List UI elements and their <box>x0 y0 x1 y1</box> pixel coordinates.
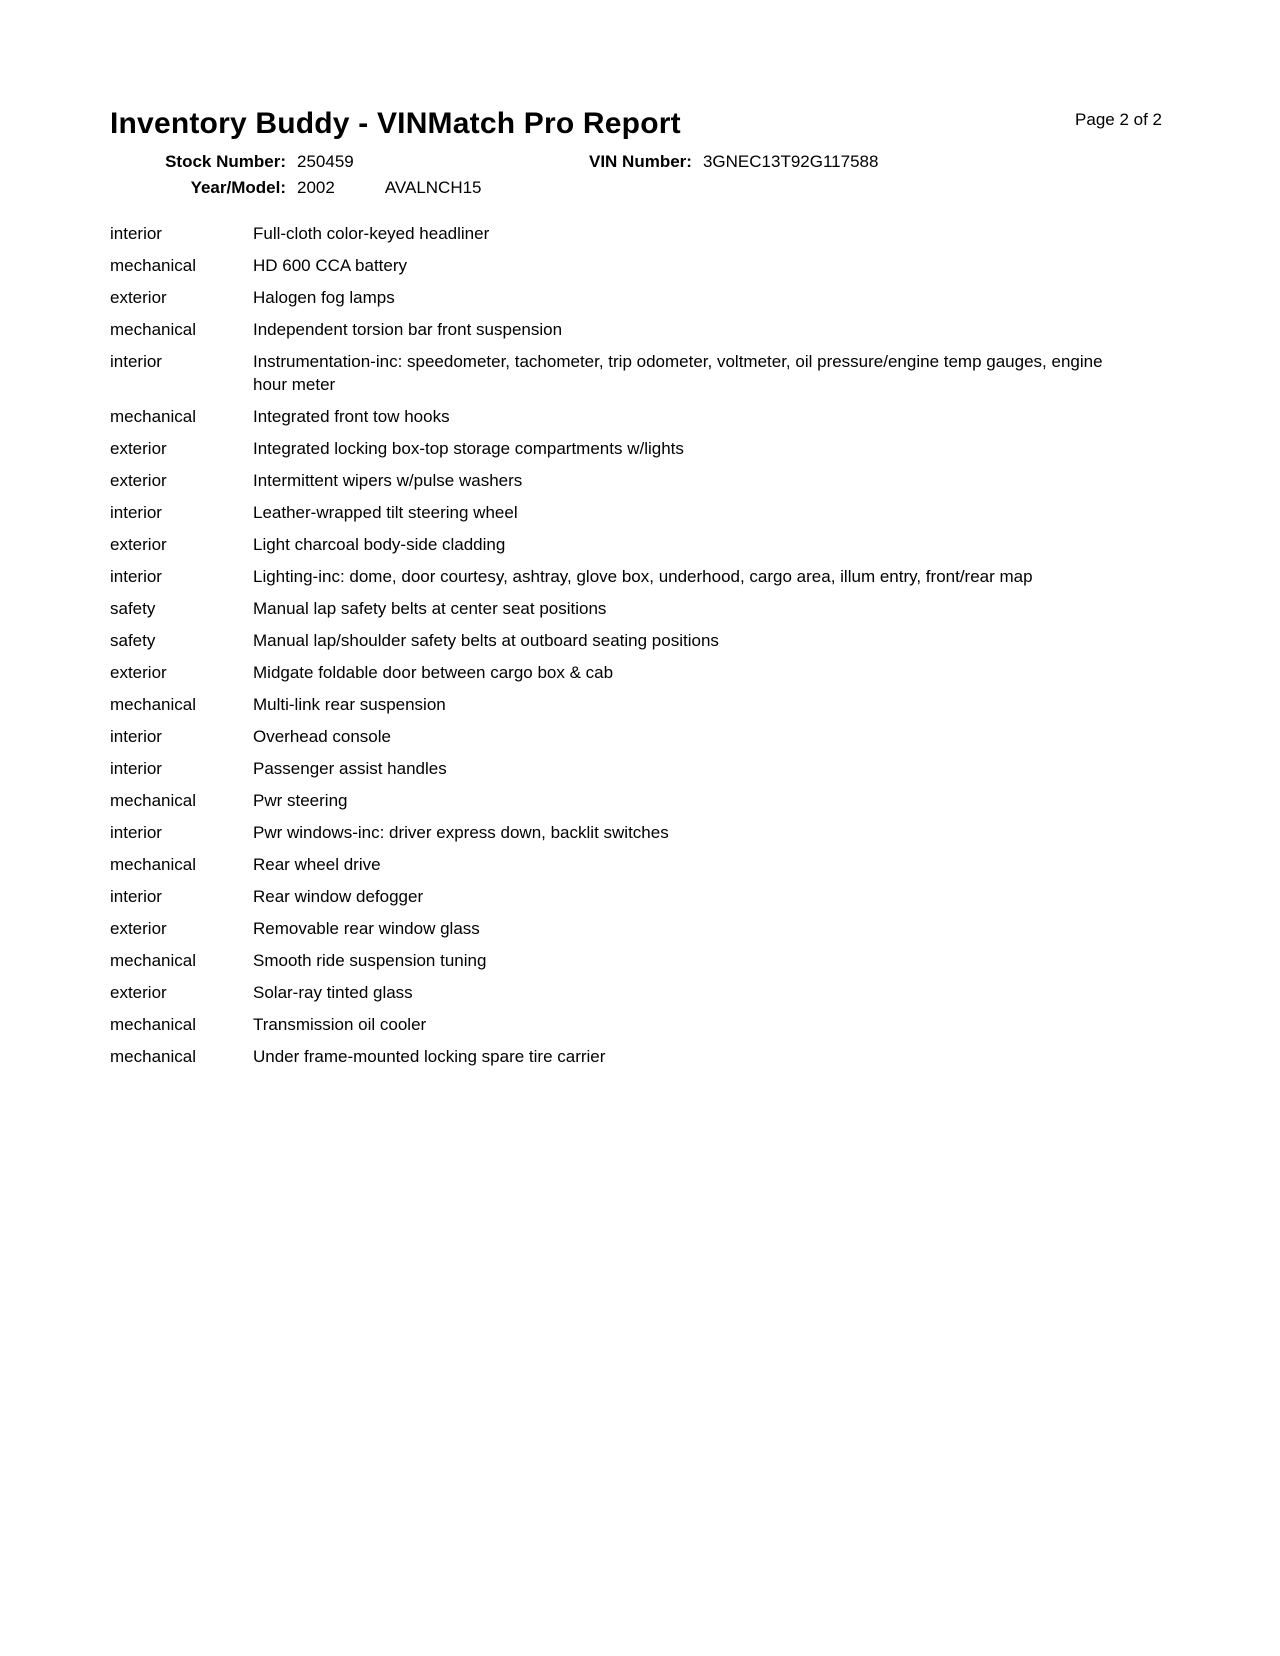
feature-row <box>110 437 1280 460</box>
feature-description: Integrated front tow hooks <box>253 407 450 426</box>
feature-description: Passenger assist handles <box>253 759 447 778</box>
feature-row <box>110 405 1280 428</box>
feature-description: Pwr windows-inc: driver express down, backlit switches <box>253 823 669 842</box>
feature-description: Lighting-inc: dome, door courtesy, ashtray, glove box, underhood, cargo area, illum entry, front/rear map <box>253 567 1033 586</box>
page-title: Inventory Buddy - VINMatch Pro Report <box>110 107 681 140</box>
feature-description: Midgate foldable door between cargo box & cab <box>253 663 614 682</box>
feature-row <box>110 1013 1280 1036</box>
vehicle-meta-block <box>0 149 1280 201</box>
feature-category: exterior <box>110 439 167 458</box>
feature-description: Under frame-mounted locking spare tire carrier <box>253 1047 606 1066</box>
feature-description: Removable rear window glass <box>253 919 480 938</box>
feature-row <box>110 350 1280 396</box>
feature-description: Intermittent wipers w/pulse washers <box>253 471 523 490</box>
feature-row <box>110 981 1280 1004</box>
year-value: 2002 <box>297 178 335 197</box>
stock-number-value: 250459 <box>297 152 354 171</box>
feature-category: interior <box>110 352 162 371</box>
feature-category: exterior <box>110 919 167 938</box>
feature-category: exterior <box>110 471 167 490</box>
feature-category: interior <box>110 224 162 243</box>
feature-description: Multi-link rear suspension <box>253 695 446 714</box>
feature-description: Solar-ray tinted glass <box>253 983 413 1002</box>
page-number-indicator: Page 2 of 2 <box>1075 110 1162 129</box>
feature-row <box>110 629 1280 652</box>
feature-category: mechanical <box>110 1047 196 1066</box>
feature-description: Halogen fog lamps <box>253 288 395 307</box>
feature-description: Independent torsion bar front suspension <box>253 320 563 339</box>
feature-description: Overhead console <box>253 727 391 746</box>
feature-description: Light charcoal body-side cladding <box>253 535 506 554</box>
feature-description: Transmission oil cooler <box>253 1015 427 1034</box>
feature-row <box>110 725 1280 748</box>
feature-description: Full-cloth color-keyed headliner <box>253 224 490 243</box>
feature-category: mechanical <box>110 951 196 970</box>
feature-row <box>110 949 1280 972</box>
feature-row <box>110 318 1280 341</box>
feature-description: Instrumentation-inc: speedometer, tachometer, trip odometer, voltmeter, oil pressure/engine temp gauges, engine hour meter <box>253 352 1103 394</box>
feature-list <box>0 222 1280 1068</box>
feature-row <box>110 1045 1280 1068</box>
meta-row-year-model <box>110 175 1280 201</box>
feature-row <box>110 853 1280 876</box>
feature-description: Integrated locking box-top storage compartments w/lights <box>253 439 684 458</box>
feature-row <box>110 533 1280 556</box>
feature-row <box>110 917 1280 940</box>
stock-number-label: Stock Number: <box>165 152 286 171</box>
year-model-label: Year/Model: <box>190 178 286 197</box>
feature-row <box>110 286 1280 309</box>
feature-description: Manual lap/shoulder safety belts at outboard seating positions <box>253 631 719 650</box>
feature-description: Pwr steering <box>253 791 348 810</box>
feature-description: Leather-wrapped tilt steering wheel <box>253 503 518 522</box>
feature-row <box>110 885 1280 908</box>
feature-description: Manual lap safety belts at center seat positions <box>253 599 607 618</box>
model-value: AVALNCH15 <box>384 178 482 197</box>
feature-row <box>110 821 1280 844</box>
meta-row-stock-vin <box>110 149 1280 175</box>
feature-category: interior <box>110 727 162 746</box>
feature-row <box>110 661 1280 684</box>
feature-category: exterior <box>110 288 167 307</box>
vin-number-label: VIN Number: <box>589 152 692 171</box>
feature-row <box>110 501 1280 524</box>
vin-number-value: 3GNEC13T92G117588 <box>702 152 879 171</box>
feature-row <box>110 469 1280 492</box>
feature-row <box>110 693 1280 716</box>
feature-category: exterior <box>110 663 167 682</box>
feature-category: interior <box>110 887 162 906</box>
report-header <box>0 106 1280 142</box>
feature-category: interior <box>110 759 162 778</box>
feature-category: mechanical <box>110 407 196 426</box>
feature-category: mechanical <box>110 320 196 339</box>
feature-row <box>110 757 1280 780</box>
feature-description: Smooth ride suspension tuning <box>253 951 487 970</box>
feature-category: interior <box>110 823 162 842</box>
feature-description: Rear window defogger <box>253 887 424 906</box>
feature-category: interior <box>110 567 162 586</box>
feature-description: Rear wheel drive <box>253 855 381 874</box>
feature-category: mechanical <box>110 695 196 714</box>
feature-row <box>110 222 1280 245</box>
feature-category: mechanical <box>110 791 196 810</box>
feature-row <box>110 597 1280 620</box>
feature-category: mechanical <box>110 256 196 275</box>
feature-category: exterior <box>110 983 167 1002</box>
feature-category: safety <box>110 631 156 650</box>
feature-category: safety <box>110 599 156 618</box>
feature-row <box>110 565 1280 588</box>
feature-row <box>110 789 1280 812</box>
feature-category: mechanical <box>110 855 196 874</box>
feature-row <box>110 254 1280 277</box>
feature-description: HD 600 CCA battery <box>253 256 408 275</box>
feature-category: interior <box>110 503 162 522</box>
feature-category: exterior <box>110 535 167 554</box>
feature-category: mechanical <box>110 1015 196 1034</box>
